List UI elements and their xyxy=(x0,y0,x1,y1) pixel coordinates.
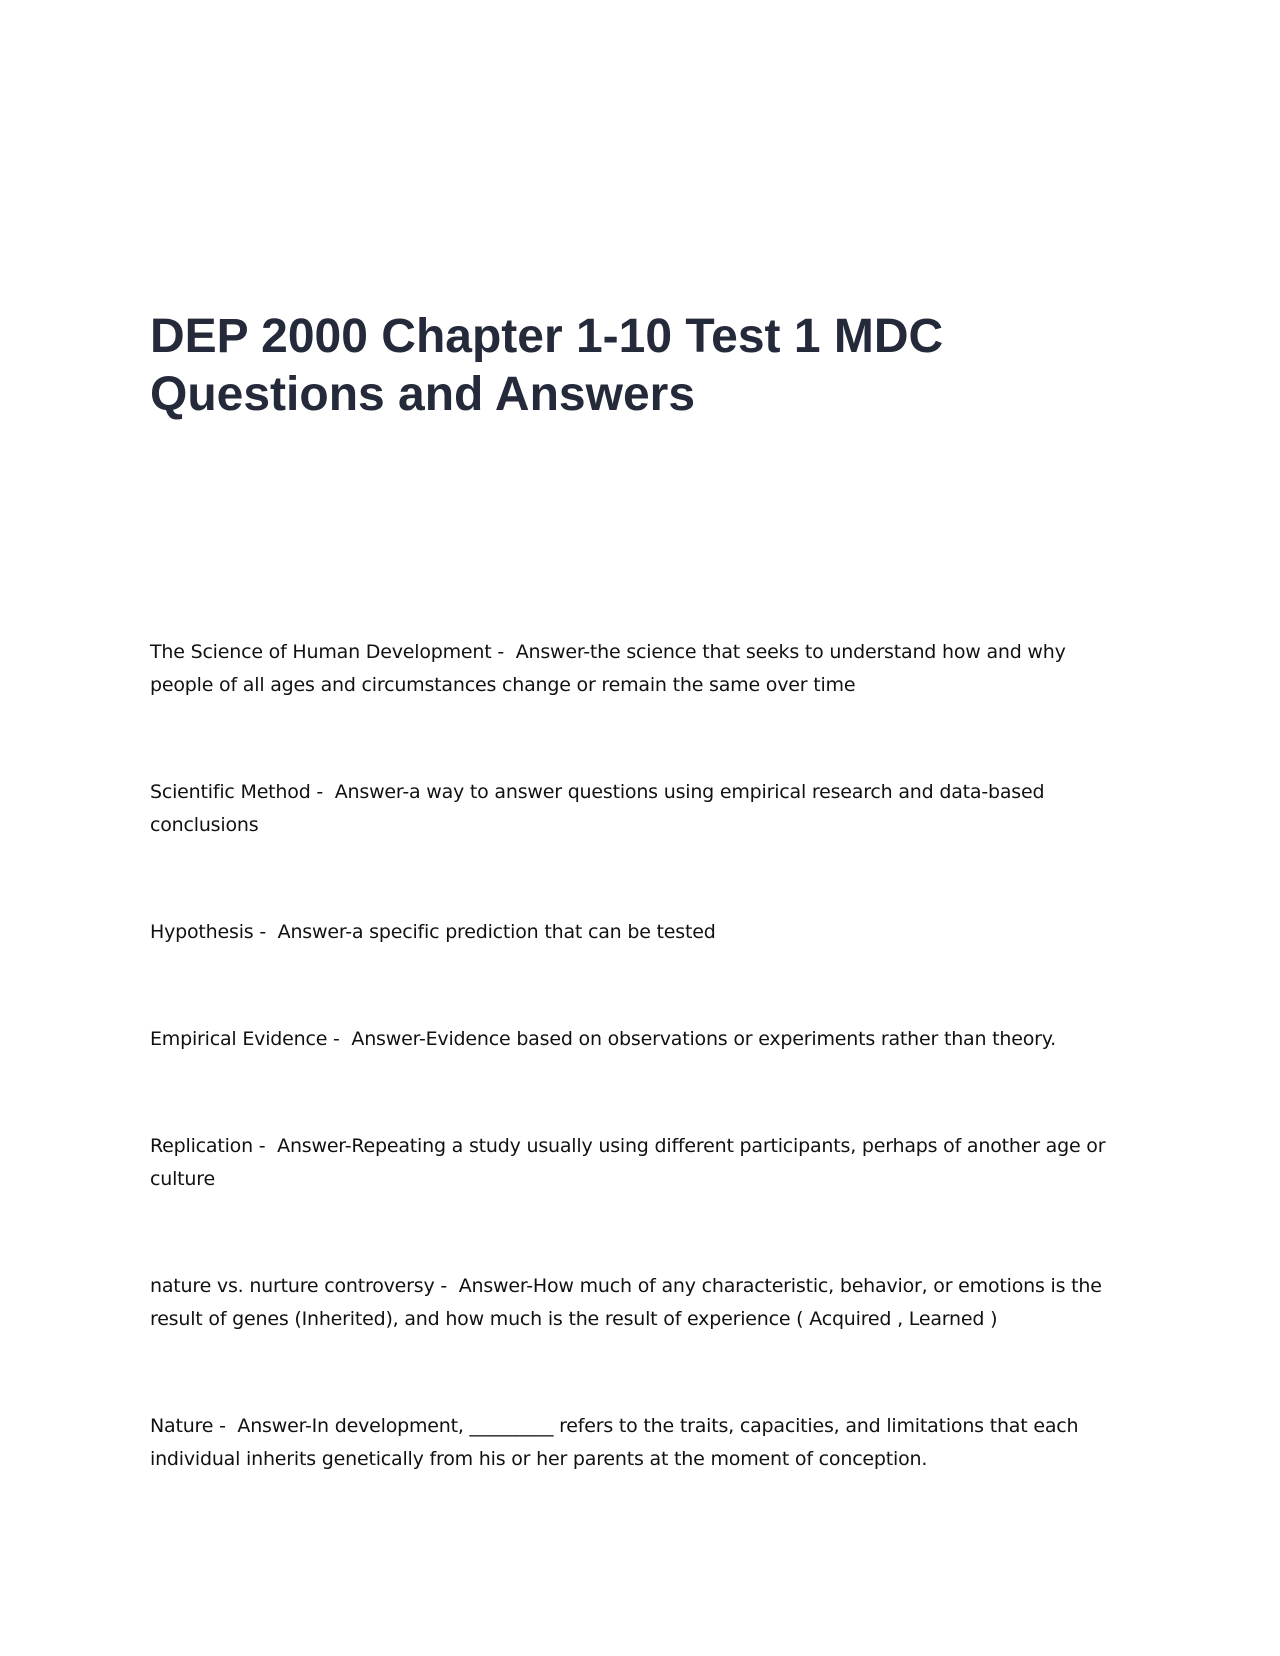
qa-answer: Answer-the science that seeks to understand how and why people of all ages and circumstances change or remain the same over time xyxy=(150,641,1066,696)
qa-item xyxy=(150,636,1130,702)
qa-answer: Answer-a way to answer questions using empirical research and data-based conclusions xyxy=(150,781,1045,836)
qa-item xyxy=(150,1270,1130,1336)
qa-answer: Answer-How much of any characteristic, behavior, or emotions is the result of genes (Inherited), and how much is the result of experience ( Acquired , Learned ) xyxy=(150,1275,1102,1330)
qa-list xyxy=(150,636,1130,1550)
qa-term: Replication - xyxy=(150,1135,277,1157)
qa-term: Hypothesis - xyxy=(150,921,278,943)
qa-term: Nature - xyxy=(150,1415,237,1437)
qa-term: nature vs. nurture controversy - xyxy=(150,1275,459,1297)
qa-term: Empirical Evidence - xyxy=(150,1028,351,1050)
qa-term: Scientific Method - xyxy=(150,781,335,803)
qa-answer: Answer-In development, _________ refers to the traits, capacities, and limitations that each individual inherits genetically from his or her parents at the moment of conception. xyxy=(150,1415,1079,1470)
qa-term: The Science of Human Development - xyxy=(150,641,516,663)
qa-answer: Answer-Evidence based on observations or experiments rather than theory. xyxy=(351,1028,1056,1050)
qa-item xyxy=(150,1410,1130,1476)
qa-item xyxy=(150,916,1130,949)
document-title: DEP 2000 Chapter 1-10 Test 1 MDC Questions and Answers xyxy=(150,310,944,421)
qa-item xyxy=(150,1130,1130,1196)
qa-item xyxy=(150,1023,1130,1056)
qa-answer: Answer-a specific prediction that can be tested xyxy=(277,921,716,943)
qa-item xyxy=(150,776,1130,842)
qa-answer: Answer-Repeating a study usually using different participants, perhaps of another age or culture xyxy=(150,1135,1106,1190)
